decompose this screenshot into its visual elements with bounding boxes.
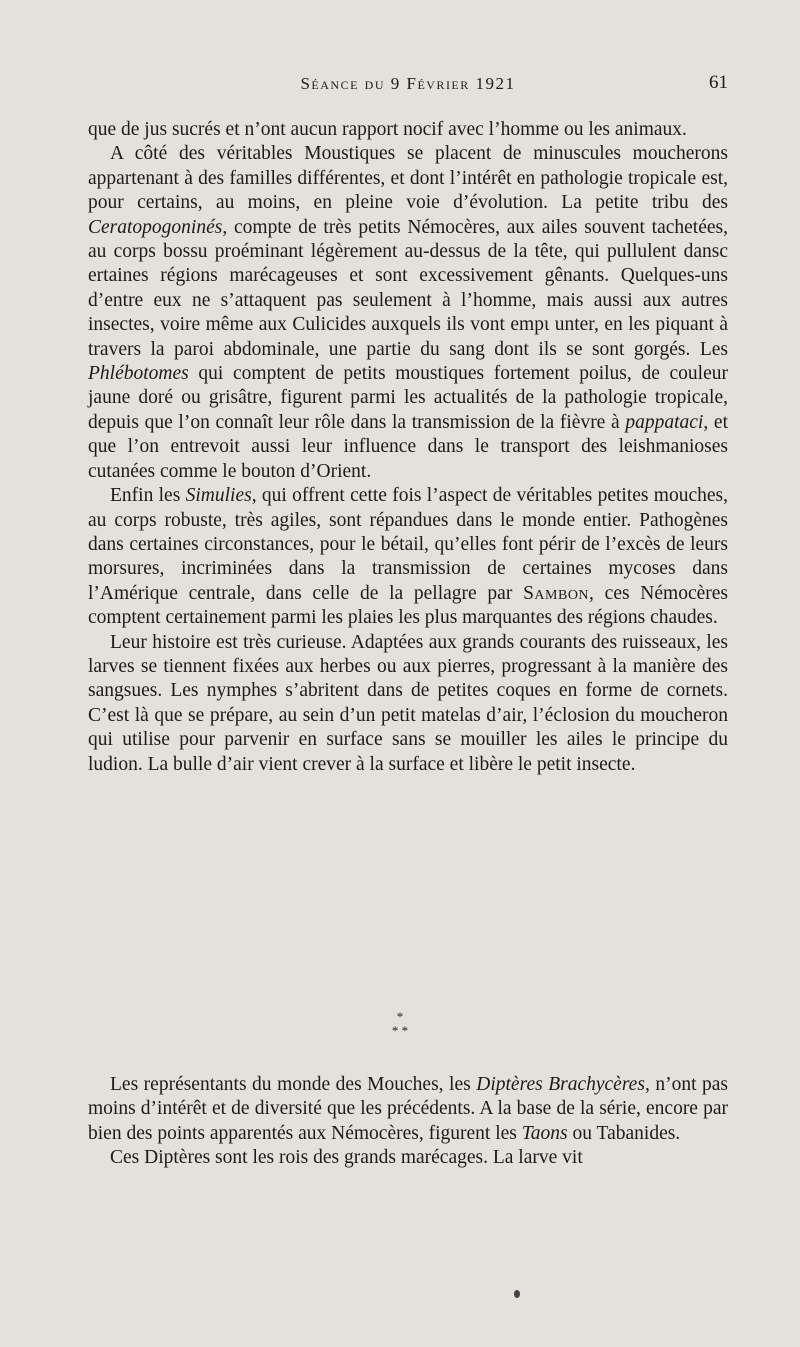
section-asterism — [370, 1010, 430, 1038]
running-head: Séance du 9 Février 1921 — [300, 74, 516, 93]
text-run: , ces Némocères comptent certainement parmi les plaies les plus marquantes des régions chaudes. — [88, 582, 728, 629]
text-run: que de jus sucrés et n’ont aucun rapport nocif avec l’homme ou les animaux. — [88, 119, 687, 140]
text-run: , n’ont pas moins d’intérêt et de diversité que les précédents. A la base de la série, encore par bien des points apparentés aux Némocères, figurent les — [88, 1074, 729, 1144]
text-run: Ces Diptères sont les rois des grands marécages. La larve vit — [110, 1147, 583, 1169]
asterism-top: * — [396, 1009, 404, 1024]
author-name: Sambon — [523, 582, 590, 604]
text-run: ou Tabanides. — [567, 1122, 681, 1144]
text-run: , compte de très petits Némocères, aux ailes souvent tachetées, au corps bossu proéminant légèrement au-dessus de la tête, qui pullulent dansc ertaines régions marécageuses et sont excessivement gênants. Quelques-uns d’entre eux ne s’attaquent pas seulement à l’homme, mais aussi aux autres insectes, voire même aux Culicides auxquels ils vont empι unter, en les piquant à travers la paroi abdominale, une partie du sang dont ils se sont gorgés. Les — [88, 216, 728, 360]
italic-term: Ceratopogoninés — [88, 216, 223, 238]
italic-term: pappataci — [625, 411, 704, 433]
page-number: 61 — [709, 72, 728, 93]
text-run: A côté des véritables Moustiques se placent de minuscules moucherons appartenant à des familles différentes, et dont l’intérêt en pathologie tropicale est, pour certains, au moins, en pleine voie d’évolution. La petite tribu des — [88, 143, 728, 214]
text-run: , qui offrent cette fois l’aspect de véritables petites mouches, au corps robuste, très agiles, sont répandues dans le monde entier. Pathogènes dans certaines circonstances, pour le bétail, qu’elles font périr de l’excès de leurs morsures, incriminées dans la transmission de certaines mycoses dans l’Amérique centrale, dans celle de la pellagre par — [88, 485, 728, 604]
asterism-bottom: * * — [391, 1023, 409, 1038]
text-run: , et que l’on entrevoit aussi leur influence dans le transport des leishmanioses cutanées comme le bouton d’Orient. — [88, 411, 728, 482]
text-run: qui comptent de petits moustiques fortement poilus, de couleur jaune doré ou grisâtre, figurent parmi les actualités de la pathologie tropicale, depuis que l’on connaît leur rôle dans la transmission de la fièvre à — [88, 363, 728, 433]
text-run: Enfin les — [110, 485, 186, 507]
paragraph — [88, 1073, 728, 1146]
text-run: Leur histoire est très curieuse. Adaptées aux grands courants des ruisseaux, les larves se tiennent fixées aux herbes ou aux pierres, progressant à la manière des sangsues. Les nymphes s’abritent dans de petites coques en forme de cornets. C’est là que se prépare, au sein d’un petit matelas d’air, l’éclosion du moucheron qui utilise pour parvenir en surface sans se mouiller les ailes le principe du ludion. La bulle d’air vient crever à la surface et libère le petit insecte. — [88, 631, 728, 775]
italic-term: Diptères Brachycères — [476, 1074, 645, 1095]
italic-term: Simulies — [185, 485, 252, 507]
italic-term: Phlébotomes — [88, 363, 189, 385]
paragraph — [88, 484, 728, 630]
italic-term: Taons — [521, 1122, 568, 1144]
ink-speck — [514, 1290, 520, 1298]
paragraph — [88, 118, 728, 142]
paragraph — [88, 1146, 728, 1170]
main-text — [88, 118, 728, 777]
paragraph — [88, 631, 728, 777]
page-header — [88, 74, 728, 104]
paragraph — [88, 142, 728, 484]
main-text-continued — [88, 1073, 728, 1171]
text-run: Les représentants du monde des Mouches, les — [110, 1074, 477, 1095]
